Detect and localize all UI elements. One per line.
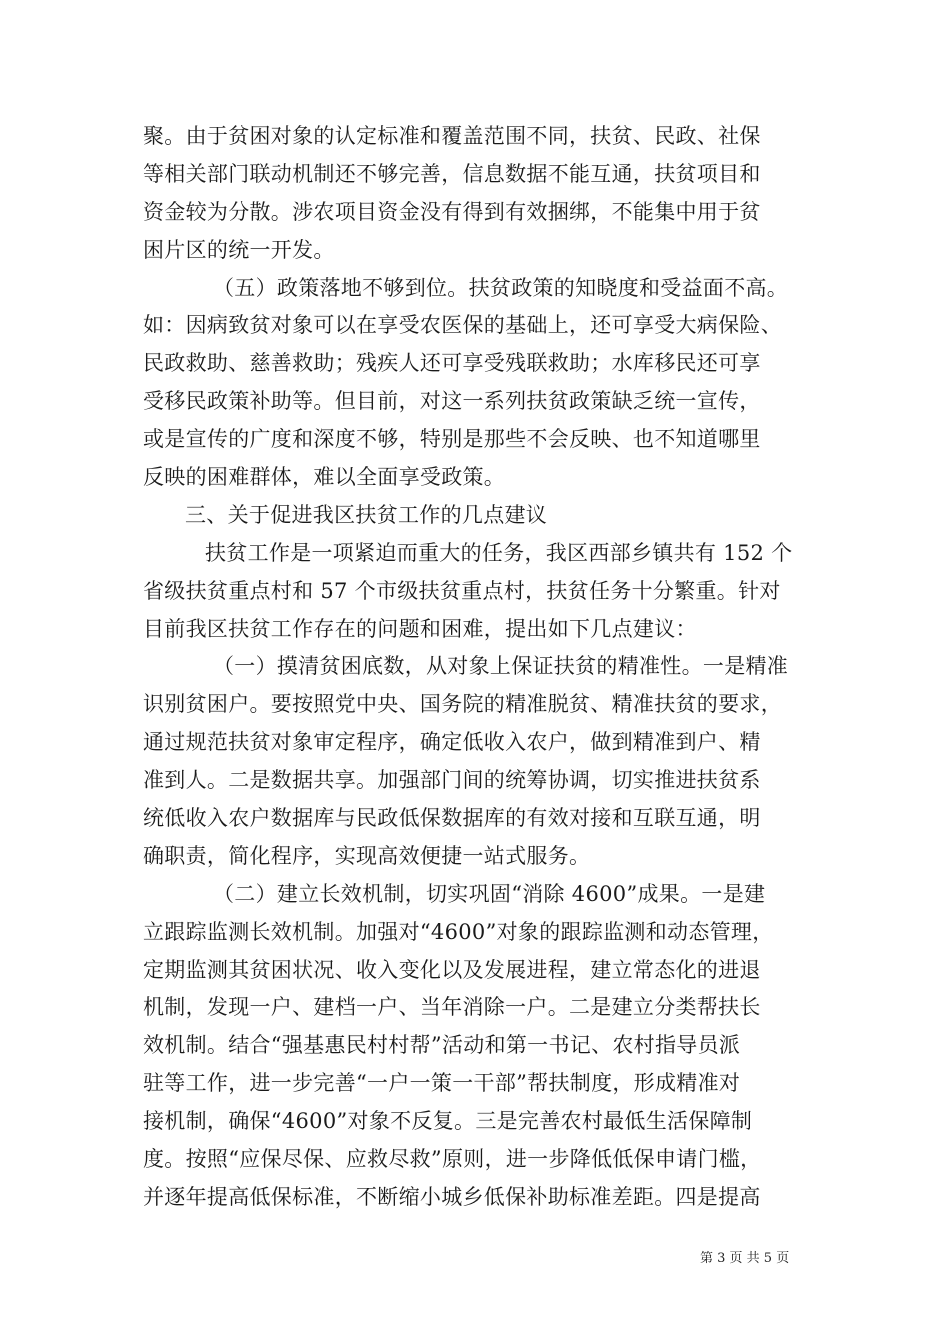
document-body xyxy=(143,118,813,1217)
text-line: 度。按照“应保尽保、应救尽救”原则，进一步降低低保申请门槛， xyxy=(143,1147,762,1172)
text-line: 统低收入农户数据库与民政低保数据库的有效对接和互联互通，明 xyxy=(143,806,761,831)
text-line: 定期监测其贫困状况、收入变化以及发展进程，建立常态化的进退 xyxy=(143,957,761,982)
section-heading: （五）政策落地不够到位。扶贫政策的知晓度和受益面不高。 xyxy=(213,275,789,300)
text-line: 并逐年提高低保标准，不断缩小城乡低保补助标准差距。四是提高 xyxy=(143,1184,761,1209)
text-line: 确职责，简化程序，实现高效便捷一站式服务。 xyxy=(143,843,591,868)
text-line: 如：因病致贫对象可以在享受农医保的基础上，还可享受大病保险、 xyxy=(143,313,782,338)
text-line: 困片区的统一开发。 xyxy=(143,237,335,262)
text-line: 反映的困难群体，难以全面享受政策。 xyxy=(143,465,506,490)
text-line: 通过规范扶贫对象审定程序，确定低收入农户，做到精准到户、精 xyxy=(143,730,761,755)
text-line: 民政救助、慈善救助；残疾人还可享受残联救助；水库移民还可享 xyxy=(143,351,761,376)
text-line: 资金较为分散。涉农项目资金没有得到有效捆绑，不能集中用于贫 xyxy=(143,199,761,224)
text-line: 驻等工作，进一步完善“一户一策一干部”帮扶制度，形成精准对 xyxy=(143,1071,741,1096)
text-line: 识别贫困户。要按照党中央、国务院的精准脱贫、精准扶贫的要求， xyxy=(143,692,782,717)
text-line: 目前我区扶贫工作存在的问题和困难，提出如下几点建议： xyxy=(143,616,697,641)
text-line: 机制，发现一户、建档一户、当年消除一户。二是建立分类帮扶长 xyxy=(143,995,761,1020)
text-line: 接机制，确保“4600”对象不反复。三是完善农村最低生活保障制 xyxy=(143,1109,753,1134)
paragraph-start: 扶贫工作是一项紧迫而重大的任务，我区西部乡镇共有 152 个 xyxy=(205,540,793,565)
text-line: 受移民政策补助等。但目前，对这一系列扶贫政策缺乏统一宣传， xyxy=(143,389,761,414)
text-line: 效机制。结合“强基惠民村村帮”活动和第一书记、农村指导员派 xyxy=(143,1033,741,1058)
text-line: 聚。由于贫困对象的认定标准和覆盖范围不同，扶贫、民政、社保 xyxy=(143,124,761,148)
text-line: 等相关部门联动机制还不够完善，信息数据不能互通，扶贫项目和 xyxy=(143,161,761,186)
section-heading: （二）建立长效机制，切实巩固“消除 4600”成果。一是建 xyxy=(213,881,766,906)
text-line: 省级扶贫重点村和 57 个市级扶贫重点村，扶贫任务十分繁重。针对 xyxy=(143,578,781,603)
text-line: 立跟踪监测长效机制。加强对“4600”对象的跟踪监测和动态管理， xyxy=(143,919,774,944)
chapter-heading: 三、关于促进我区扶贫工作的几点建议 xyxy=(185,502,548,527)
section-heading: （一）摸清贫困底数，从对象上保证扶贫的精准性。一是精准 xyxy=(213,654,789,679)
text-line: 准到人。二是数据共享。加强部门间的统筹协调，切实推进扶贫系 xyxy=(143,768,761,793)
page-number: 第 3 页 共 5 页 xyxy=(700,1251,790,1266)
text-line: 或是宣传的广度和深度不够，特别是那些不会反映、也不知道哪里 xyxy=(143,427,761,452)
